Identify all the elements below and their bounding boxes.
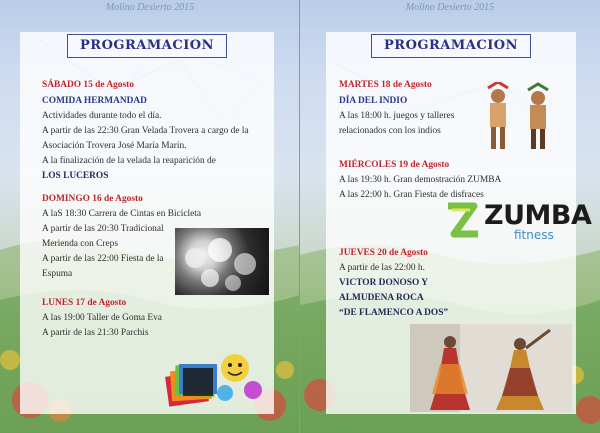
thursday-line: A partir de las 22:00 h. (339, 263, 425, 273)
sunday-line: Espuma (42, 269, 73, 279)
monday-line: A las 19:00 Taller de Goma Eva (42, 313, 162, 323)
saturday-event: COMIDA HERMANDAD (42, 96, 147, 106)
tuesday-line: relacionados con los indios (339, 126, 441, 136)
flamenco-photo (410, 324, 572, 412)
zumba-fitness: fitness (514, 228, 554, 242)
saturday-line: A partir de las 22:30 Gran Velada Trovera a cargo de la (42, 126, 249, 136)
monday-date: LUNES 17 de Agosto (42, 298, 127, 308)
sunday-line: A partir de las 22:00 Fiesta de la (42, 254, 164, 264)
page-title: PROGRAMACION (67, 34, 227, 58)
wednesday-line: A las 22:00 h. Gran Fiesta de disfraces (339, 190, 484, 200)
indian-costumes-photo (470, 82, 570, 152)
header-mark: Molino Desierto 2015 (105, 2, 195, 13)
sunday-line: Merienda con Creps (42, 239, 119, 249)
saturday-line: Asociación Trovera José María Marín. (42, 141, 187, 151)
wednesday-date: MIÉRCOLES 19 de Agosto (339, 160, 450, 170)
zumba-wordmark: ZUMBA (484, 200, 592, 231)
saturday-line: Actividades durante todo el día. (42, 111, 162, 121)
saturday-closing: LOS LUCEROS (42, 171, 109, 181)
sunday-line: A partir de las 20:30 Tradicional (42, 224, 164, 234)
saturday-line: A la finalización de la velada la reaparición de (42, 156, 216, 166)
craft-foam-photo (165, 348, 265, 410)
thursday-performer: “DE FLAMENCO A DOS” (339, 308, 449, 318)
thursday-date: JUEVES 20 de Agosto (339, 248, 428, 258)
wednesday-line: A las 19:30 h. Gran demostración ZUMBA (339, 175, 502, 185)
tuesday-line: A las 18:00 h. juegos y talleres (339, 111, 455, 121)
saturday-date: SÁBADO 15 de Agosto (42, 80, 134, 90)
sunday-line: A laS 18:30 Carrera de Cintas en Bicicleta (42, 209, 202, 219)
zumba-icon (444, 200, 482, 240)
foam-party-photo (175, 228, 269, 295)
page-title: PROGRAMACION (371, 34, 531, 58)
thursday-performer: ALMUDENA ROCA (339, 293, 424, 303)
tuesday-event: DÍA DEL INDIO (339, 96, 408, 106)
tuesday-date: MARTES 18 de Agosto (339, 80, 432, 90)
monday-line: A partir de las 21:30 Parchis (42, 328, 149, 338)
zumba-logo (444, 200, 592, 242)
header-mark: Molino Desierto 2015 (405, 2, 495, 13)
sunday-date: DOMINGO 16 de Agosto (42, 194, 143, 204)
thursday-performer: VICTOR DONOSO Y (339, 278, 429, 288)
